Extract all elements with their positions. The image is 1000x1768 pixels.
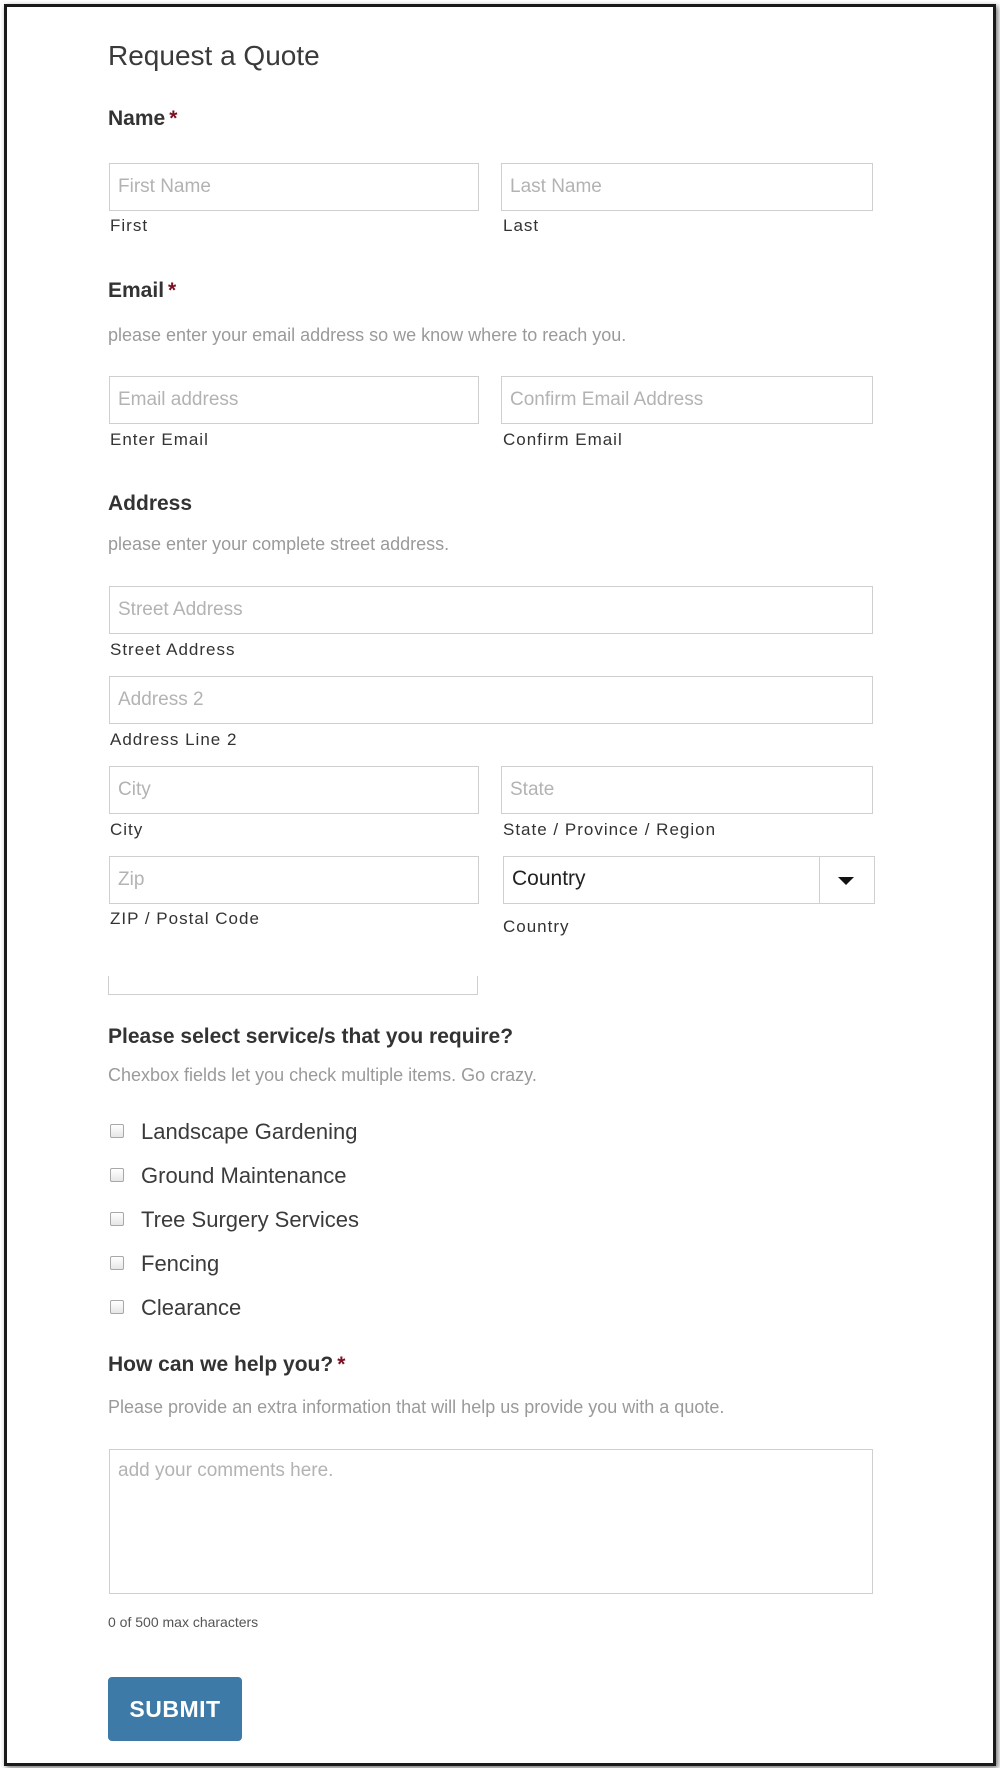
confirm-email-input[interactable]	[501, 376, 873, 424]
email-input[interactable]	[109, 376, 479, 424]
address-label: Address	[108, 492, 193, 515]
confirm-email-sublabel: Confirm Email	[503, 430, 623, 449]
checkbox-label[interactable]: Ground Maintenance	[141, 1163, 347, 1188]
checkbox-label[interactable]: Clearance	[141, 1295, 242, 1320]
services-label: Please select service/s that you require?	[108, 1025, 514, 1048]
country-sublabel: Country	[503, 917, 570, 936]
checkbox-tree-surgery[interactable]	[110, 1212, 124, 1226]
street-address-input[interactable]	[109, 586, 873, 634]
first-name-input[interactable]	[109, 163, 479, 211]
address-line-2-input[interactable]	[109, 676, 873, 724]
chevron-down-icon[interactable]	[838, 877, 854, 885]
comments-textarea[interactable]	[109, 1449, 873, 1594]
address-description: please enter your complete street address.	[108, 534, 450, 554]
state-input[interactable]	[501, 766, 873, 814]
help-description: Please provide an extra information that will help us provide you with a quote.	[108, 1397, 725, 1417]
last-name-input[interactable]	[501, 163, 873, 211]
country-select-value: Country	[512, 867, 586, 890]
checkbox-landscape-gardening[interactable]	[110, 1124, 124, 1138]
name-label-text: Name	[108, 107, 166, 130]
enter-email-sublabel: Enter Email	[110, 430, 209, 449]
help-label	[108, 1353, 345, 1377]
services-description: Chexbox fields let you check multiple items. Go crazy.	[108, 1065, 537, 1085]
select-divider	[819, 857, 820, 903]
email-label	[108, 279, 176, 303]
address-line-2-sublabel: Address Line 2	[110, 730, 238, 749]
last-name-sublabel: Last	[503, 216, 540, 235]
state-sublabel: State / Province / Region	[503, 820, 717, 839]
first-name-sublabel: First	[110, 216, 149, 235]
city-sublabel: City	[110, 820, 144, 839]
character-counter: 0 of 500 max characters	[108, 1614, 259, 1630]
checkbox-ground-maintenance[interactable]	[110, 1168, 124, 1182]
page-title: Request a Quote	[108, 40, 320, 71]
checkbox-label[interactable]: Tree Surgery Services	[141, 1207, 360, 1232]
submit-button[interactable]: SUBMIT	[108, 1677, 242, 1741]
email-label-text: Email	[108, 279, 165, 302]
checkbox-label[interactable]: Fencing	[141, 1251, 220, 1276]
country-select[interactable]	[503, 856, 875, 904]
required-marker: *	[169, 107, 178, 130]
checkbox-label[interactable]: Landscape Gardening	[141, 1119, 358, 1144]
help-label-text: How can we help you?	[108, 1353, 334, 1376]
required-marker: *	[337, 1353, 346, 1376]
name-label	[108, 107, 177, 131]
zip-sublabel: ZIP / Postal Code	[110, 909, 260, 928]
email-description: please enter your email address so we know where to reach you.	[108, 325, 627, 345]
partial-input-box	[108, 976, 478, 995]
checkbox-clearance[interactable]	[110, 1300, 124, 1314]
street-address-sublabel: Street Address	[110, 640, 236, 659]
zip-input[interactable]	[109, 856, 479, 904]
required-marker: *	[168, 279, 177, 302]
city-input[interactable]	[109, 766, 479, 814]
checkbox-fencing[interactable]	[110, 1256, 124, 1270]
